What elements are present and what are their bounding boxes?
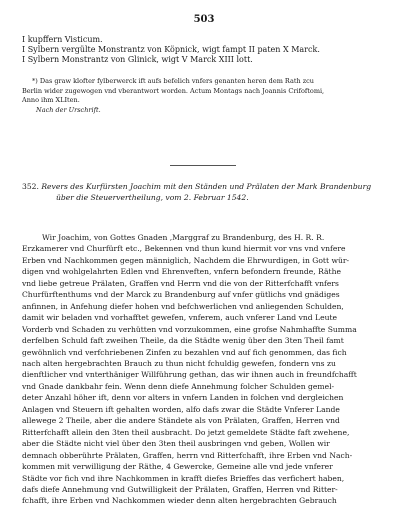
body-line: Erzkamerer vnd Churfürft etc., Bekennen vnd thun kund hiermit vor vns vnd vnfere [22,244,346,254]
inventory-item: I Sylbern vergülte Monstrantz von Köpnick, wigt fampt II paten X Marck. [22,45,320,54]
body-line: Vorderb vnd Schaden zu verhütten vnd vorzukommen, eine grofse Nahmhaffte Summa [22,324,357,334]
inventory-list [22,35,392,65]
body-line: anfinnen, in Anfehung diefer hohen vnd befchwerlichen vnd anliegenden Schulden, [22,301,344,311]
body-line: vnd Gnade dankbahr fein. Wenn denn diefe Annehmung folcher Schulden gemel- [22,381,335,391]
footnote-line: Berlin wider zugewogen vnd vberantwort worden. Actum Montags nach Joannis Crifoftomi, [22,86,325,95]
footnote-line: Anno ihm XLIten. [22,96,80,104]
section-divider [170,165,236,166]
body-line: digen vnd wohlgelahrten Edlen vnd Ehrenveften, vnfern befondern freunde, Räthe [22,267,341,277]
heading-line: Revers des Kurfürsten Joachim mit den Ständen und Prälaten der Mark Brandenburg [41,182,372,191]
body-line: dienftlicher vnd vnterthäniger Willführung gethan, das wir ihnen auch in freundfchafft [22,370,357,380]
inventory-item: I Sylbern Monstrantz von Glinick, wigt V Marck XIII lott. [22,55,253,64]
body-line: allewege 2 Theile, aber die andere Ständete als von Prälaten, Graffen, Herren vnd [22,416,340,426]
inventory-item: I kupffern Visticum. [22,35,103,44]
body-line: Wir Joachim, von Gottes Gnaden ,Marggraf zu Brandenburg, des H. R. R. [42,233,325,242]
body-line: Erben vnd Nachkommen gegen männiglich, Nachdem die Ehrwurdigen, in Gott wür- [22,255,350,265]
body-line: aber die Städte nicht viel über den 3ten theil ausbringen vnd geben, Wollen wir [22,439,330,449]
source-note: Nach der Urschrift. [36,106,101,114]
document-body [22,232,390,507]
body-line: dafs diefe Annehmung vnd Gutwilligkeit der Prälaten, Graffen, Herren vnd Ritter- [22,484,338,494]
body-line: kommen mit verwilligung der Räthe, 4 Gewercke, Gemeine alle vnd jede vnferer [22,462,333,472]
body-line: Anlagen vnd Steuern ift gehalten worden, alfo dafs zwar die Städte Vnferer Lande [22,404,340,414]
document-heading [22,181,392,203]
body-line: demnach obberührte Prälaten, Graffen, herrn vnd Ritterfchafft, ihre Erben vnd Nach- [22,450,353,460]
body-line: Ritterfchafft allein den 3ten theil ausbracht. Do jetzt gemeldete Städte faft zwehene, [22,427,350,437]
page-number: 503 [193,14,215,25]
footnote [22,77,392,106]
body-line: vnd liebe getreue Prälaten, Graffen vnd Herrn vnd die von der Ritterfchafft vnfers [22,278,339,288]
body-line: derfelben Schuld faft zweihen Theile, da die Städte wenig über den 3ten Theil famt [22,336,344,346]
document-number: 352. [22,182,39,191]
body-line: Churfürftenthums vnd der Marck zu Brandenburg auf vnfer gütlichs vnd gnädiges [22,290,340,300]
body-line: damit wir beladen vnd vorhafftet gewefen, vnferem, auch vnferer Land vnd Leute [22,313,337,323]
body-line: nach alten hergebrachten Brauch zu thun nicht fchuldig gewefen, fondern vns zu [22,358,336,368]
body-line: deter Anzahl höher ift, denn vor alters in vnfern Landen in folchen vnd dergleichen [22,393,344,403]
heading-line: über die Steuervertheilung, vom 2. Februar 1542. [56,193,249,202]
body-line: fchafft, ihre Erben vnd Nachkommen wieder denn alten hergebrachten Gebrauch [22,496,337,506]
body-line: gewöhnlich vnd verfchriebenen Zinfen zu bezahlen vnd auf fich genommen, das fich [22,347,347,357]
footnote-line: *) Das graw klofter fylberwerck ift aufs befelich vnfers genanten heren dem Rath zcu [32,77,314,85]
body-line: Städte vor fich vnd ihre Nachkommen in krafft diefes Brieffes das verfichert haben, [22,473,345,483]
